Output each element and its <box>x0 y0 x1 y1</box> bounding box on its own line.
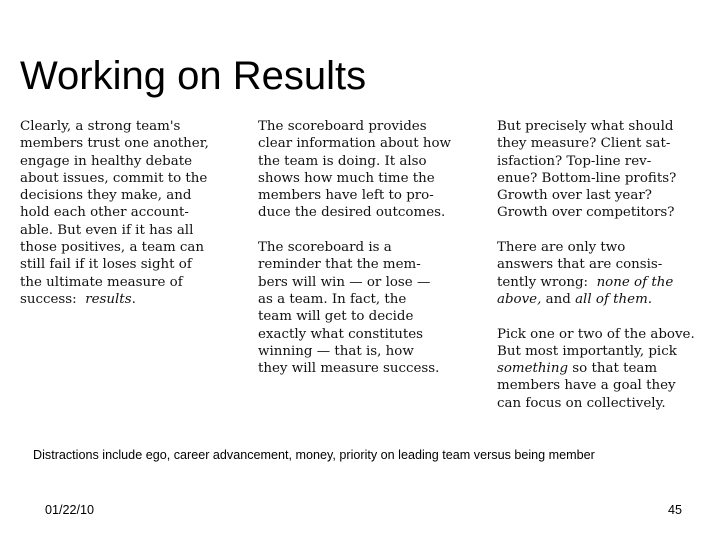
text-line: the ultimate measure of <box>20 274 183 290</box>
text-line <box>497 274 695 291</box>
text-segment: success: <box>20 291 86 307</box>
text-segment: tently wrong: <box>497 274 597 290</box>
emphasis-results: results <box>85 291 132 307</box>
emphasis-all-of-them: all of them. <box>575 291 653 307</box>
paragraph <box>258 239 451 377</box>
text-line: The scoreboard provides <box>258 119 427 134</box>
text-line: engage in healthy debate <box>20 153 193 169</box>
paragraph <box>497 326 695 412</box>
column-right <box>497 118 695 429</box>
text-line: Growth over last year? <box>497 188 652 204</box>
text-line: decisions they make, and <box>20 188 192 204</box>
text-line: The scoreboard is a <box>258 240 392 256</box>
column-left <box>20 118 209 326</box>
text-line: Growth over competitors? <box>497 205 675 221</box>
text-line: those positives, a team can <box>20 240 205 256</box>
text-line: enue? Bottom-line profits? <box>497 170 677 186</box>
text-line: exactly what constitutes <box>258 326 424 342</box>
text-line: they measure? Client sat- <box>497 136 671 152</box>
paragraph <box>20 118 209 308</box>
text-line: able. But even if it has all <box>20 222 194 238</box>
text-line: answers that are consis- <box>497 257 663 273</box>
text-line: hold each other account- <box>20 205 189 221</box>
emphasis-none-of-the: none of the <box>596 274 674 290</box>
text-line: members have a goal they <box>497 378 676 394</box>
text-segment: and <box>541 291 576 307</box>
text-line: shows how much time the <box>258 170 435 186</box>
text-line: team will get to decide <box>258 309 414 325</box>
text-line: members trust one another, <box>20 136 209 152</box>
footer-date: 01/22/10 <box>45 503 95 517</box>
paragraph <box>497 239 695 308</box>
text-line: still fail if it loses sight of <box>20 257 192 273</box>
text-line <box>497 291 695 308</box>
emphasis-above: above, <box>497 291 542 307</box>
text-line: duce the desired outcomes. <box>258 205 446 221</box>
text-line: bers will win — or lose — <box>258 274 431 290</box>
text-line: the team is doing. It also <box>258 153 427 169</box>
text-line: isfaction? Top-line rev- <box>497 153 652 169</box>
text-line: clear information about how <box>258 136 451 152</box>
text-line: But precisely what should <box>497 119 674 134</box>
column-middle <box>258 118 451 395</box>
text-line: can focus on collectively. <box>497 395 666 411</box>
text-segment: . <box>131 291 136 307</box>
text-line: But most importantly, pick <box>497 343 677 359</box>
text-line: as a team. In fact, the <box>258 291 407 307</box>
emphasis-something: something <box>497 361 569 377</box>
text-line: Pick one or two of the above. <box>497 326 695 342</box>
text-line: they will measure success. <box>258 361 440 377</box>
text-line: Clearly, a strong team's <box>20 119 181 134</box>
slide-title: Working on Results <box>20 54 367 98</box>
slide-caption: Distractions include ego, career advancement, money, priority on leading team versus being member <box>33 448 595 462</box>
paragraph <box>497 118 695 222</box>
page-number: 45 <box>667 503 682 517</box>
text-line <box>20 291 209 308</box>
text-line: reminder that the mem- <box>258 257 421 273</box>
paragraph <box>258 118 451 222</box>
text-line: about issues, commit to the <box>20 170 208 186</box>
text-line: members have left to pro- <box>258 188 434 204</box>
text-line: There are only two <box>497 240 626 256</box>
text-line <box>497 360 695 377</box>
text-line: winning — that is, how <box>258 343 414 359</box>
text-segment: so that team <box>568 361 658 377</box>
